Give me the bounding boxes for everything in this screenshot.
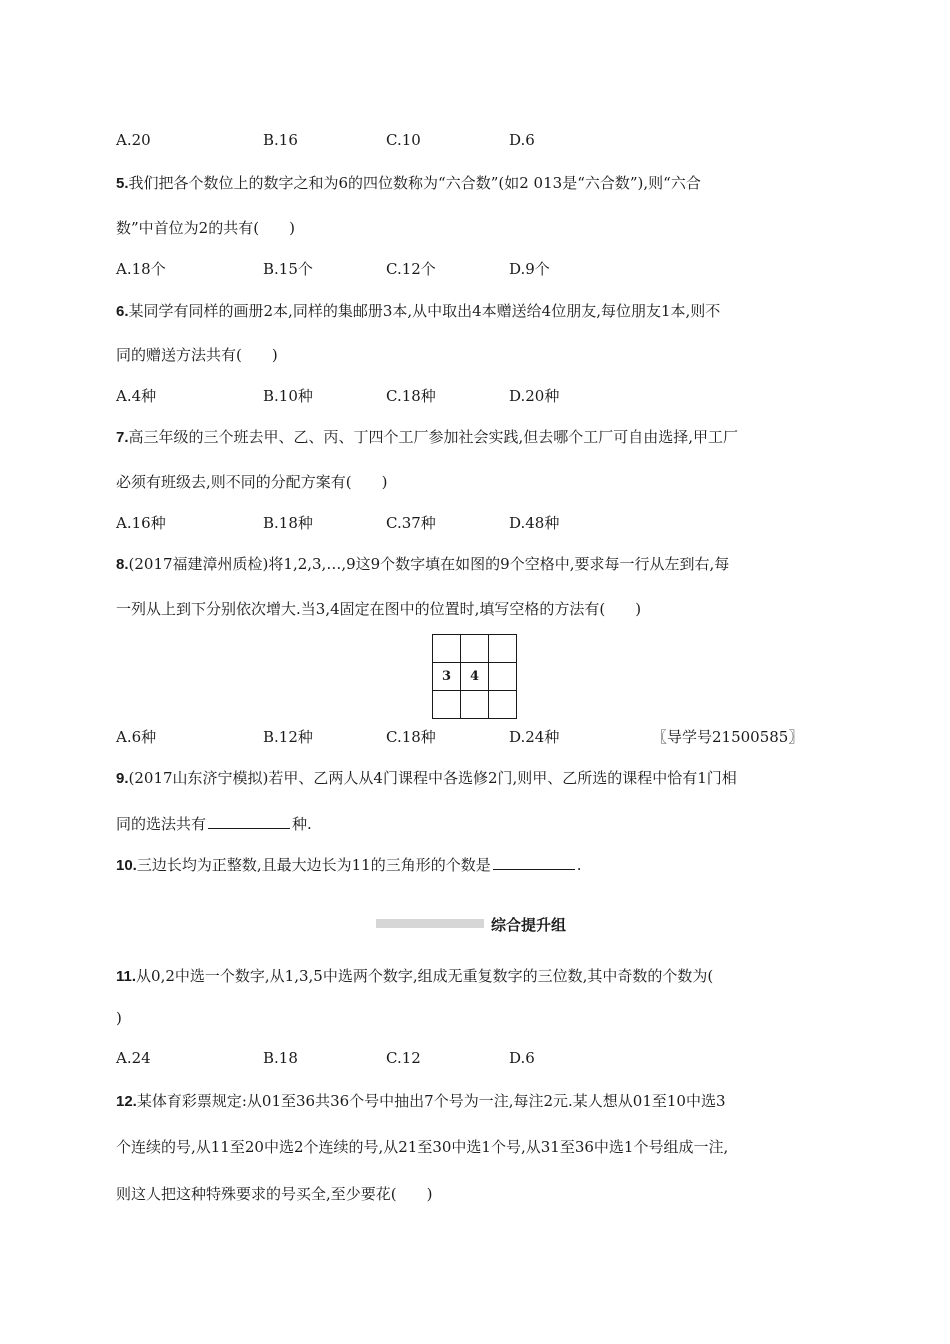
q6-option-d: D.20种: [509, 387, 560, 405]
grid-cell: [433, 691, 461, 719]
q5-option-a: A.18个: [116, 260, 166, 278]
q6-option-a: A.4种: [116, 387, 157, 405]
q11-number: 11.: [116, 968, 137, 985]
grid-cell: [489, 635, 517, 663]
q4-option-a: A.20: [116, 131, 151, 149]
section-title: 综合提升组: [491, 916, 567, 934]
q7-option-a: A.16种: [116, 514, 166, 532]
q7-option-d: D.48种: [509, 514, 560, 532]
number-grid-figure: [432, 634, 517, 719]
q11-option-a: A.24: [116, 1049, 151, 1067]
section-header-bar: [376, 919, 484, 928]
guide-reference-number: 〖导学号21500585〗: [652, 728, 804, 746]
q10-text-pre: 三边长均为正整数,且最大边长为11的三角形的个数是: [136, 856, 491, 874]
q6-number: 6.: [116, 303, 129, 320]
q9-answer-blank: [208, 814, 290, 829]
q11-line1: [116, 965, 713, 986]
q5-option-d: D.9个: [509, 260, 550, 278]
q7-line1: [116, 426, 738, 447]
q5-number: 5.: [116, 175, 129, 192]
grid-cell: [489, 663, 517, 691]
q12-text-line3: 则这人把这种特殊要求的号买全,至少要花( ): [116, 1185, 433, 1203]
grid-cell: [461, 635, 489, 663]
q5-option-c: C.12个: [386, 260, 436, 278]
q8-option-a: A.6种: [116, 728, 157, 746]
grid-cell: [433, 635, 461, 663]
q6-option-c: C.18种: [386, 387, 436, 405]
q6-text-line2: 同的赠送方法共有( ): [116, 346, 278, 364]
grid-cell: [489, 691, 517, 719]
q7-number: 7.: [116, 429, 129, 446]
q9-line2: [116, 813, 312, 834]
q7-option-b: B.18种: [263, 514, 313, 532]
q4-option-c: C.10: [386, 131, 421, 149]
q6-option-b: B.10种: [263, 387, 313, 405]
q9-number: 9.: [116, 770, 129, 787]
q7-text-line2: 必须有班级去,则不同的分配方案有( ): [116, 473, 388, 491]
grid-cell: [461, 691, 489, 719]
q7-text-line1: 高三年级的三个班去甲、乙、丙、丁四个工厂参加社会实践,但去哪个工厂可自由选择,甲工厂: [128, 428, 739, 446]
q8-number: 8.: [116, 556, 129, 573]
q12-number: 12.: [116, 1093, 137, 1110]
q11-text-line2: ): [116, 1009, 122, 1027]
q10-answer-blank: [493, 855, 575, 870]
q5-text-line2: 数”中首位为2的共有( ): [116, 219, 295, 237]
q5-option-b: B.15个: [263, 260, 313, 278]
q12-text-line2: 个连续的号,从11至20中选2个连续的号,从21至30中选1个号,从31至36中选1个号组成一注,: [116, 1138, 729, 1156]
q12-text-line1: 某体育彩票规定:从01至36共36个号中抽出7个号为一注,每注2元.某人想从01至10中选3: [136, 1092, 726, 1110]
q10-number: 10.: [116, 857, 137, 874]
q6-text-line1: 某同学有同样的画册2本,同样的集邮册3本,从中取出4本赠送给4位朋友,每位朋友1本,则不: [128, 302, 721, 320]
q8-option-b: B.12种: [263, 728, 313, 746]
q9-text-line2-post: 种.: [292, 815, 312, 833]
q11-option-d: D.6: [509, 1049, 535, 1067]
grid-cell-four: 4: [461, 663, 489, 691]
q11-option-b: B.18: [263, 1049, 298, 1067]
q5-line1: [116, 172, 701, 193]
q12-line1: [116, 1090, 726, 1111]
q8-line1: [116, 553, 729, 574]
q11-option-c: C.12: [386, 1049, 421, 1067]
q6-line1: [116, 300, 720, 321]
q8-option-c: C.18种: [386, 728, 436, 746]
q8-option-d: D.24种: [509, 728, 560, 746]
q5-text-line1: 我们把各个数位上的数字之和为6的四位数称为“六合数”(如2 013是“六合数”),则“六合: [128, 174, 701, 192]
grid-cell-three: 3: [433, 663, 461, 691]
q8-text-line1: (2017福建漳州质检)将1,2,3,…,9这9个数字填在如图的9个空格中,要求每一行从左到右,每: [128, 555, 730, 573]
q8-text-line2: 一列从上到下分别依次增大.当3,4固定在图中的位置时,填写空格的方法有( ): [116, 600, 642, 618]
q9-text-line2-pre: 同的选法共有: [116, 815, 207, 833]
q7-option-c: C.37种: [386, 514, 436, 532]
q11-text-line1: 从0,2中选一个数字,从1,3,5中选两个数字,组成无重复数字的三位数,其中奇数的个数为(: [136, 967, 714, 985]
q4-option-d: D.6: [509, 131, 535, 149]
q10-text-post: .: [576, 856, 582, 874]
q10-line: [116, 854, 582, 875]
q9-line1: [116, 767, 737, 788]
q9-text-line1: (2017山东济宁模拟)若甲、乙两人从4门课程中各选修2门,则甲、乙所选的课程中恰有1门相: [128, 769, 737, 787]
q4-option-b: B.16: [263, 131, 298, 149]
